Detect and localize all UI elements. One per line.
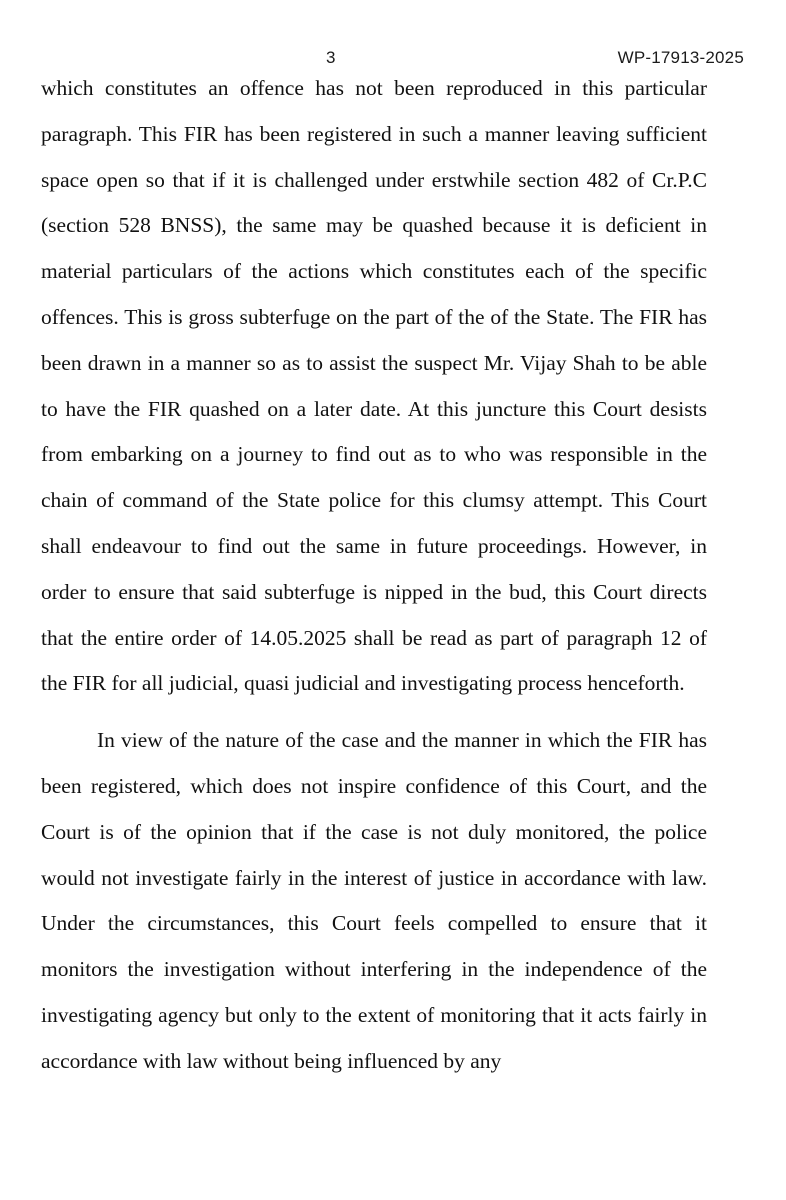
paragraph-2: In view of the nature of the case and the manner in which the FIR has been registered, which does not inspire confidence of this Court, and the Court is of the opinion that if the case is not duly monitored, the police would not investigate fairly in the interest of justice in accordance with law. Under the circumstances, this Court feels compelled to ensure that it monitors the investigation without interfering in the independence of the investigating agency but only to the extent of monitoring that it acts fairly in accordance with law without being influenced by any <box>41 728 707 1073</box>
document-body <box>41 66 707 1085</box>
paragraph-1: which constitutes an offence has not been reproduced in this particular paragraph. This FIR has been registered in such a manner leaving sufficient space open so that if it is challenged under erstwhile section 482 of Cr.P.C (section 528 BNSS), the same may be quashed because it is deficient in material particulars of the actions which constitutes each of the specific offences. This is gross subterfuge on the part of the of the State. The FIR has been drawn in a manner so as to assist the suspect Mr. Vijay Shah to be able to have the FIR quashed on a later date. At this juncture this Court desists from embarking on a journey to find out as to who was responsible in the chain of command of the State police for this clumsy attempt. This Court shall endeavour to find out the same in future proceedings. However, in order to ensure that said subterfuge is nipped in the bud, this Court directs that the entire order of 14.05.2025 shall be read as part of paragraph 12 of the FIR for all judicial, quasi judicial and investigating process henceforth. <box>41 76 707 696</box>
page-number: 3 <box>326 48 336 67</box>
case-number: WP-17913-2025 <box>617 48 744 67</box>
